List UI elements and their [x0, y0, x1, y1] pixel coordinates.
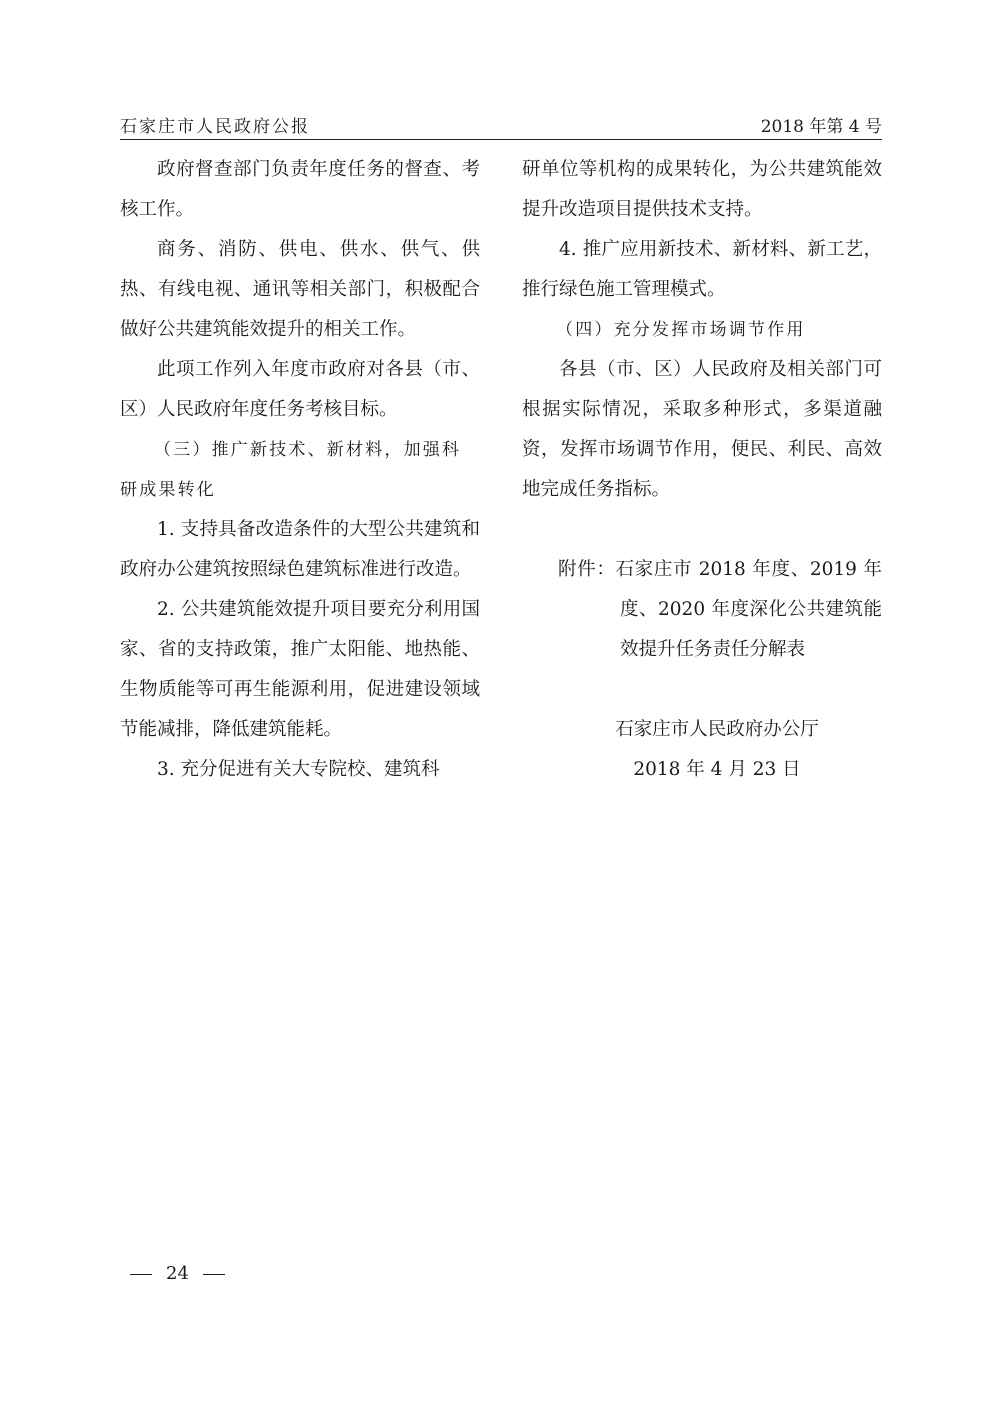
- list-item-3-continued: 研单位等机构的成果转化，为公共建筑能效提升改造项目提供技术支持。: [522, 159, 882, 220]
- paragraph-assessment: 此项工作列入年度市政府对各县（市、区）人民政府年度任务考核目标。: [120, 359, 480, 420]
- list-item-2: 2. 公共建筑能效提升项目要充分利用国家、省的支持政策，推广太阳能、地热能、生物质能等可再生能源利用，促进建设领域节能减排，降低建筑能耗。: [120, 599, 480, 740]
- paragraph-supervision: 政府督查部门负责年度任务的督查、考核工作。: [120, 159, 480, 220]
- list-item-3: 3. 充分促进有关大专院校、建筑科: [157, 759, 440, 780]
- paragraph-departments: 商务、消防、供电、供水、供气、供热、有线电视、通讯等相关部门，积极配合做好公共建筑能效提升的相关工作。: [120, 239, 480, 340]
- attachment-note: 附件：石家庄市 2018 年度、2019 年度、2020 年度深化公共建筑能效提升任务责任分解表: [558, 559, 882, 660]
- header-divider: [120, 139, 882, 140]
- right-column: [522, 150, 882, 790]
- section-heading-4: （四）充分发挥市场调节作用: [556, 320, 806, 340]
- footer-dash-right: [203, 1274, 225, 1275]
- issue-number: 2018 年第 4 号: [760, 117, 882, 137]
- section-heading-3: （三）推广新技术、新材料，加强科研成果转化: [120, 440, 462, 500]
- left-column: [120, 150, 480, 790]
- signature-block: [522, 710, 882, 790]
- page-header: [120, 112, 882, 136]
- page-footer: [130, 1263, 225, 1284]
- footer-dash-left: [130, 1274, 152, 1275]
- page-number: 24: [166, 1263, 189, 1284]
- list-item-4: 4. 推广应用新技术、新材料、新工艺，推行绿色施工管理模式。: [522, 239, 882, 300]
- signature-date: 2018 年 4 月 23 日: [633, 759, 801, 780]
- paragraph-market: 各县（市、区）人民政府及相关部门可根据实际情况，采取多种形式，多渠道融资，发挥市场调节作用，便民、利民、高效地完成任务指标。: [522, 359, 882, 500]
- publication-title: 石家庄市人民政府公报: [120, 117, 310, 137]
- signature-organization: 石家庄市人民政府办公厅: [615, 719, 819, 740]
- list-item-1: 1. 支持具备改造条件的大型公共建筑和政府办公建筑按照绿色建筑标准进行改造。: [120, 519, 480, 580]
